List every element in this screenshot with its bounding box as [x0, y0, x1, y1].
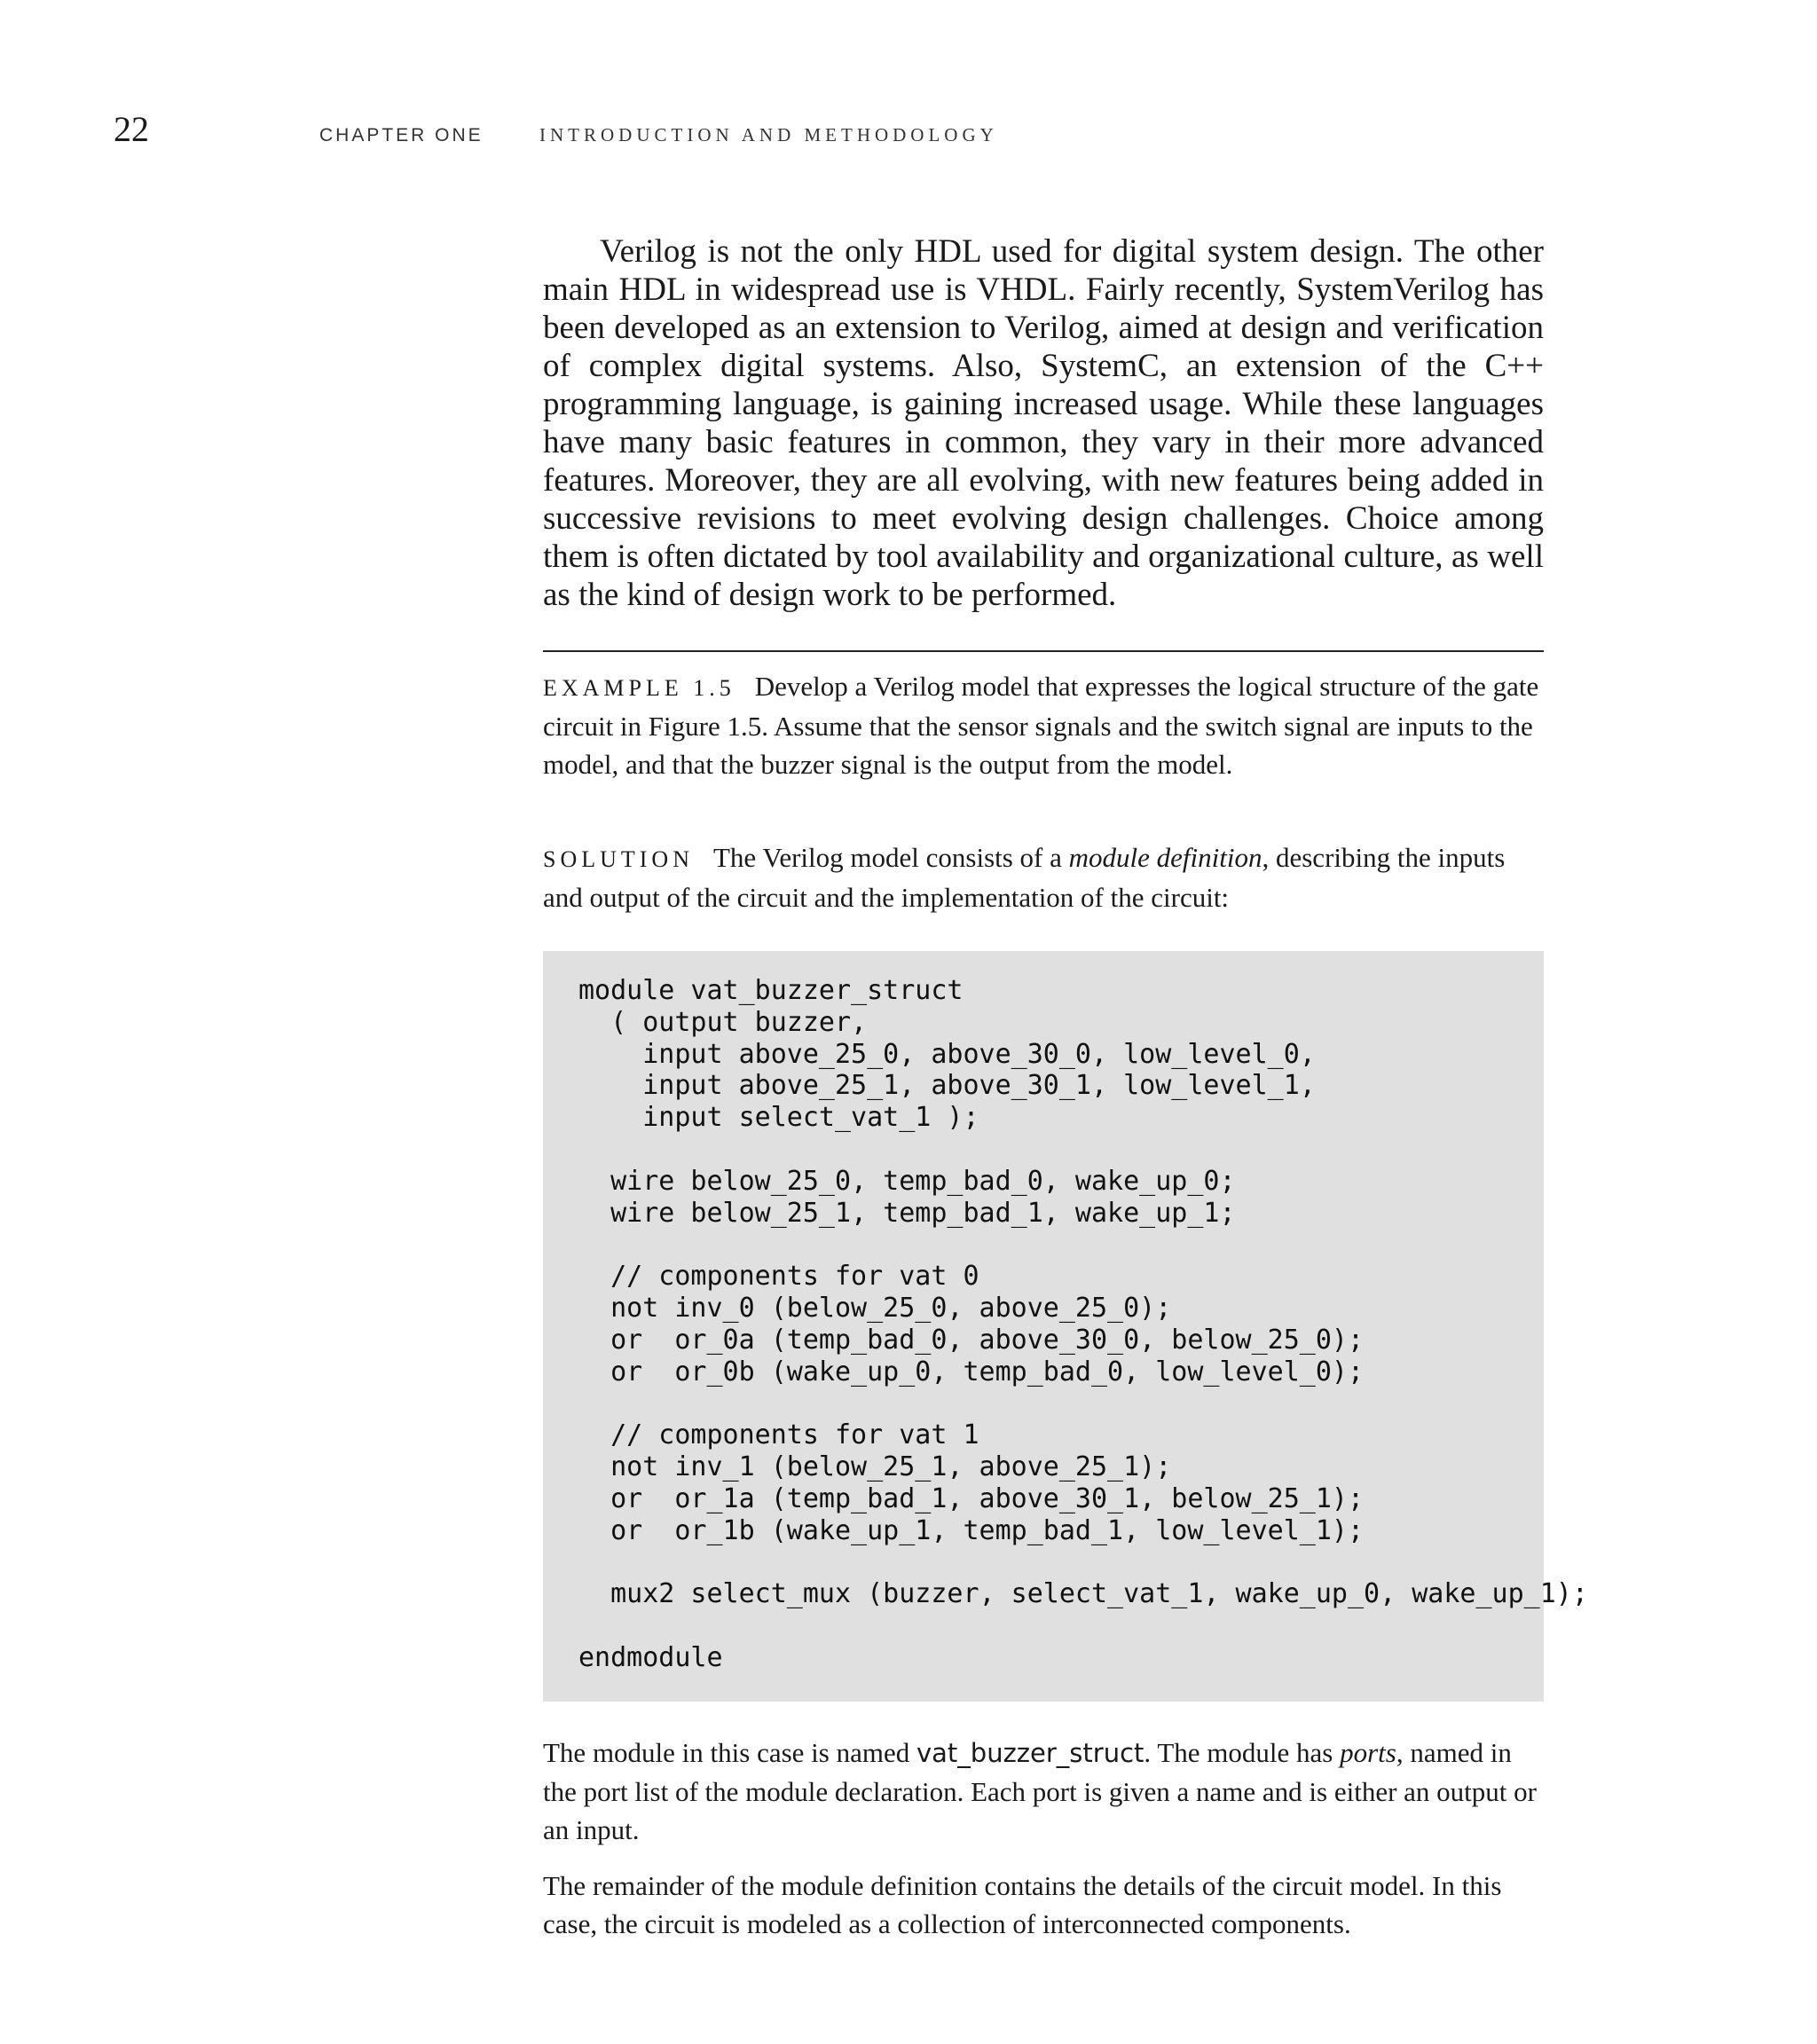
chapter-label: CHAPTER ONE: [319, 125, 484, 145]
inline-code-module-name: vat_buzzer_struct: [916, 1738, 1144, 1768]
example-divider: [543, 650, 1544, 652]
solution-text-after: , describing the inputs and output of the circuit and the implementation of the circuit:: [543, 842, 1506, 913]
paragraph-ports-text-middle: . The module has: [1144, 1737, 1341, 1768]
code-line: wire below_25_1, temp_bad_1, wake_up_1;: [578, 1197, 1236, 1229]
code-line: [578, 1546, 1508, 1578]
code-line: or or_0b (wake_up_0, temp_bad_0, low_level_0);: [578, 1356, 1365, 1388]
code-line: input select_vat_1 );: [578, 1102, 979, 1134]
code-line: module vat_buzzer_struct: [578, 975, 964, 1006]
code-line: mux2 select_mux (buzzer, select_vat_1, wake_up_0, wake_up_1);: [578, 1578, 1588, 1610]
code-line: endmodule: [578, 1641, 723, 1673]
code-line: [578, 1610, 1508, 1642]
code-line: not inv_0 (below_25_0, above_25_0);: [578, 1292, 1172, 1324]
paragraph-ports-emphasis: ports: [1340, 1737, 1396, 1768]
example-block: [543, 667, 1544, 783]
code-line: or or_1b (wake_up_1, temp_bad_1, low_level_1);: [578, 1514, 1365, 1546]
paragraph-ports-text-after: , named in the port list of the module declaration. Each port is given a name and is either an output or an input.: [543, 1737, 1537, 1845]
code-line: or or_1a (temp_bad_1, above_30_1, below_25_1);: [578, 1482, 1365, 1514]
running-head: [319, 124, 998, 146]
section-title: INTRODUCTION AND METHODOLOGY: [539, 124, 998, 145]
code-line: [578, 1134, 1508, 1166]
code-block: [543, 951, 1588, 1702]
code-line: input above_25_1, above_30_1, low_level_1,: [578, 1070, 1316, 1102]
example-text: Develop a Verilog model that expresses the logical structure of the gate circuit in Figure 1.5. Assume that the sensor signals and the switch signal are inputs to the model, and that the buzzer signal is the output from the model.: [543, 671, 1539, 780]
code-line: [578, 1229, 1508, 1261]
page-number: 22: [114, 109, 149, 149]
solution-text-before: The Verilog model consists of a: [713, 842, 1069, 873]
code-line: wire below_25_0, temp_bad_0, wake_up_0;: [578, 1165, 1236, 1197]
paragraph-ports: [543, 1733, 1544, 1849]
solution-label: SOLUTION: [543, 846, 694, 872]
solution-block: [543, 838, 1544, 916]
intro-paragraph: Verilog is not the only HDL used for digital system design. The other main HDL in widespread use is VHDL. Fairly recently, SystemVerilog has been developed as an extension to Verilog, aimed at design and verification of complex digital systems. Also, SystemC, an extension of the C++ programming language, is gaining increased usage. While these languages have many basic features in common, they vary in their more advanced features. Moreover, they are all evolving, with new features being added in successive revisions to meet evolving design challenges. Choice among them is often dictated by tool availability and organizational culture, as well as the kind of design work to be performed.: [543, 233, 1544, 613]
code-line: not inv_1 (below_25_1, above_25_1);: [578, 1450, 1172, 1482]
solution-emphasis: module definition: [1068, 842, 1262, 873]
paragraph-ports-text-before: The module in this case is named: [543, 1737, 916, 1768]
code-line: or or_0a (temp_bad_0, above_30_0, below_25_0);: [578, 1324, 1365, 1356]
code-line: // components for vat 0: [578, 1261, 979, 1293]
code-line: ( output buzzer,: [578, 1006, 868, 1038]
code-line: [578, 1388, 1508, 1419]
paragraph-remainder: The remainder of the module definition contains the details of the circuit model. In this case, the circuit is modeled as a collection of interconnected components.: [543, 1870, 1502, 1939]
example-label: EXAMPLE 1.5: [543, 675, 735, 701]
code-line: input above_25_0, above_30_0, low_level_0,: [578, 1038, 1316, 1070]
code-line: // components for vat 1: [578, 1419, 979, 1451]
